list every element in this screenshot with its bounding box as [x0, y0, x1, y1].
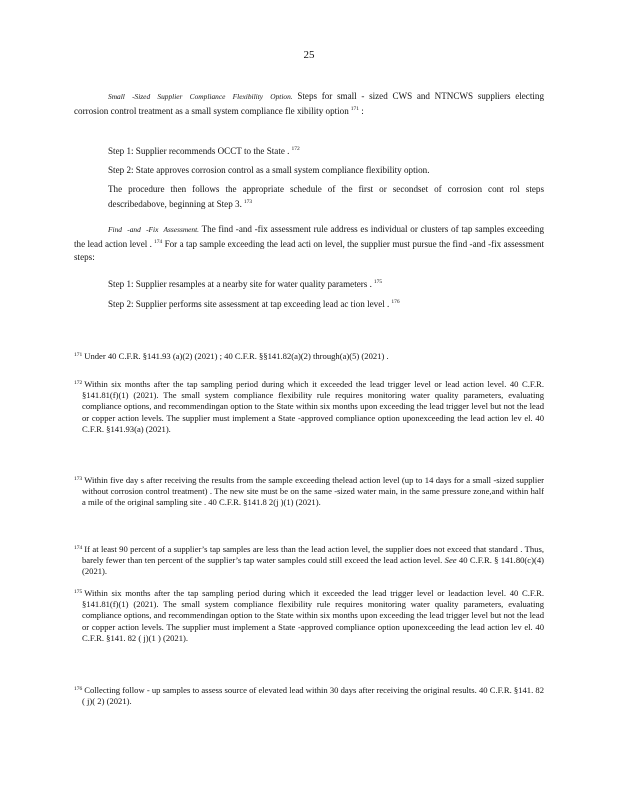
- step-text: Step 1: Supplier resamples at a nearby site for water quality parameters .: [108, 279, 372, 289]
- footnote-171: [74, 350, 544, 362]
- small-supplier-paragraph: [74, 90, 544, 118]
- find-fix-paragraph: [74, 223, 544, 264]
- footnote-ref-174[interactable]: 174: [153, 239, 163, 245]
- footnote-ref-176[interactable]: 176: [391, 299, 400, 305]
- footnote-text: Collecting follow - up samples to assess source of elevated lead within 30 days after receiving the original results. 40 C.F.R. §141. 82 ( j)( 2) (2021).: [82, 685, 544, 707]
- step-text: The procedure then follows the appropriate schedule of the first or secondset of corrosion cont rol steps describedabove, beginning at Step 3.: [108, 184, 544, 209]
- footnote-172: [74, 378, 544, 435]
- step-text: Step 2: Supplier performs site assessment at tap exceeding lead ac tion level .: [108, 299, 390, 309]
- footnote-ref-172[interactable]: 172: [291, 146, 300, 152]
- footnote-text: Within five day s after receiving the results from the sample exceeding thelead action level (up to 14 days for a small -sized supplier without corrosion control treatment) . The new site must be on the same -sized water main, in the same pressure zone,and within half a mile of the original sampling site . 40 C.F.R. §141.8 2(j )(1) (2021).: [82, 475, 544, 508]
- page-number: 25: [303, 49, 315, 61]
- footnote-number: 171: [74, 352, 83, 358]
- footnote-ref-173[interactable]: 173: [243, 199, 253, 205]
- step-text: Step 2: State approves corrosion control as a small system compliance flexibility option.: [108, 165, 430, 175]
- footnote-number: 173: [74, 476, 83, 482]
- footnote-text: Within six months after the tap sampling period during which it exceeded the lead trigger level or lead action level. 40 C.F.R. §141.81(f)(1) (2021). The small system compliance flexibility rule requires monitoring water quality parameters, evaluating compliance options, and recommendingan option to the State within six months upon exceeding the lead trigger level but not the lead or copper action levels. The supplier must implement a State -approved compliance option uponexceeding the lead action lev el. 40 C.F.R. §141.93(a) (2021).: [82, 379, 544, 434]
- find-fix-text-a: The find -and -fix assessment rule address es individual or clusters of tap samples exceeding the lead action level .: [74, 224, 545, 249]
- find-fix-text-b: For a tap sample exceeding the lead acti on level, the supplier must pursue the find -and -fix assessment steps:: [74, 239, 544, 262]
- footnote-173: [74, 474, 544, 509]
- footnote-see-signal: See: [444, 555, 457, 566]
- footnote-number: 175: [74, 589, 83, 595]
- find-fix-step-2: [108, 296, 544, 311]
- footnote-175: [74, 587, 544, 644]
- footnote-number: 172: [74, 380, 83, 386]
- footnote-ref-175[interactable]: 175: [373, 279, 383, 285]
- footnote-text: Under 40 C.F.R. §141.93 (a)(2) (2021) ; 40 C.F.R. §§141.82(a)(2) through(a)(5) (2021) .: [84, 351, 389, 361]
- footnote-ref-171[interactable]: 171: [350, 106, 360, 112]
- small-supplier-step-2: [108, 164, 544, 177]
- small-supplier-text: Steps for small - sized CWS and NTNCWS suppliers electing corrosion control treatment as a small system compliance fle xibility option: [74, 91, 544, 116]
- footnote-text: 40 C.F.R. § 141.80(c)(4) (2021).: [82, 555, 544, 577]
- small-supplier-trailing: :: [359, 106, 364, 116]
- find-fix-heading: Find -and -Fix Assessment.: [108, 225, 200, 234]
- footnote-text: If at least 90 percent of a supplier’s tap samples are less than the lead action level, the supplier does not exceed that standard . Thus, barely fewer than ten percent of the supplier’s tap water samples could still exceed the lead action level.: [82, 544, 544, 566]
- small-supplier-step-1: [108, 143, 544, 158]
- small-supplier-heading: Small -Sized Supplier Compliance Flexibility Option.: [108, 92, 293, 101]
- small-supplier-step-3: [108, 183, 544, 211]
- footnote-number: 176: [74, 686, 83, 692]
- find-fix-step-1: [108, 276, 544, 291]
- footnote-text: Within six months after the tap sampling period during which it exceeded the lead trigger level or leadaction level. 40 C.F.R. §141.81(f)(1) (2021). The small system compliance flexibility rule requires monitoring water quality parameters, evaluating compliance options, and recommendingan option to the State within six months upon exceeding the lead trigger level but not the lead or copper action levels. The supplier must implement a State -approved compliance option uponexceeding the lead action lev el. 40 C.F.R. §141. 82 ( j)(1 ) (2021).: [82, 588, 544, 643]
- footnote-174: [74, 543, 544, 578]
- footnote-176: [74, 684, 544, 707]
- step-text: Step 1: Supplier recommends OCCT to the State .: [108, 146, 290, 156]
- footnote-number: 174: [74, 545, 83, 551]
